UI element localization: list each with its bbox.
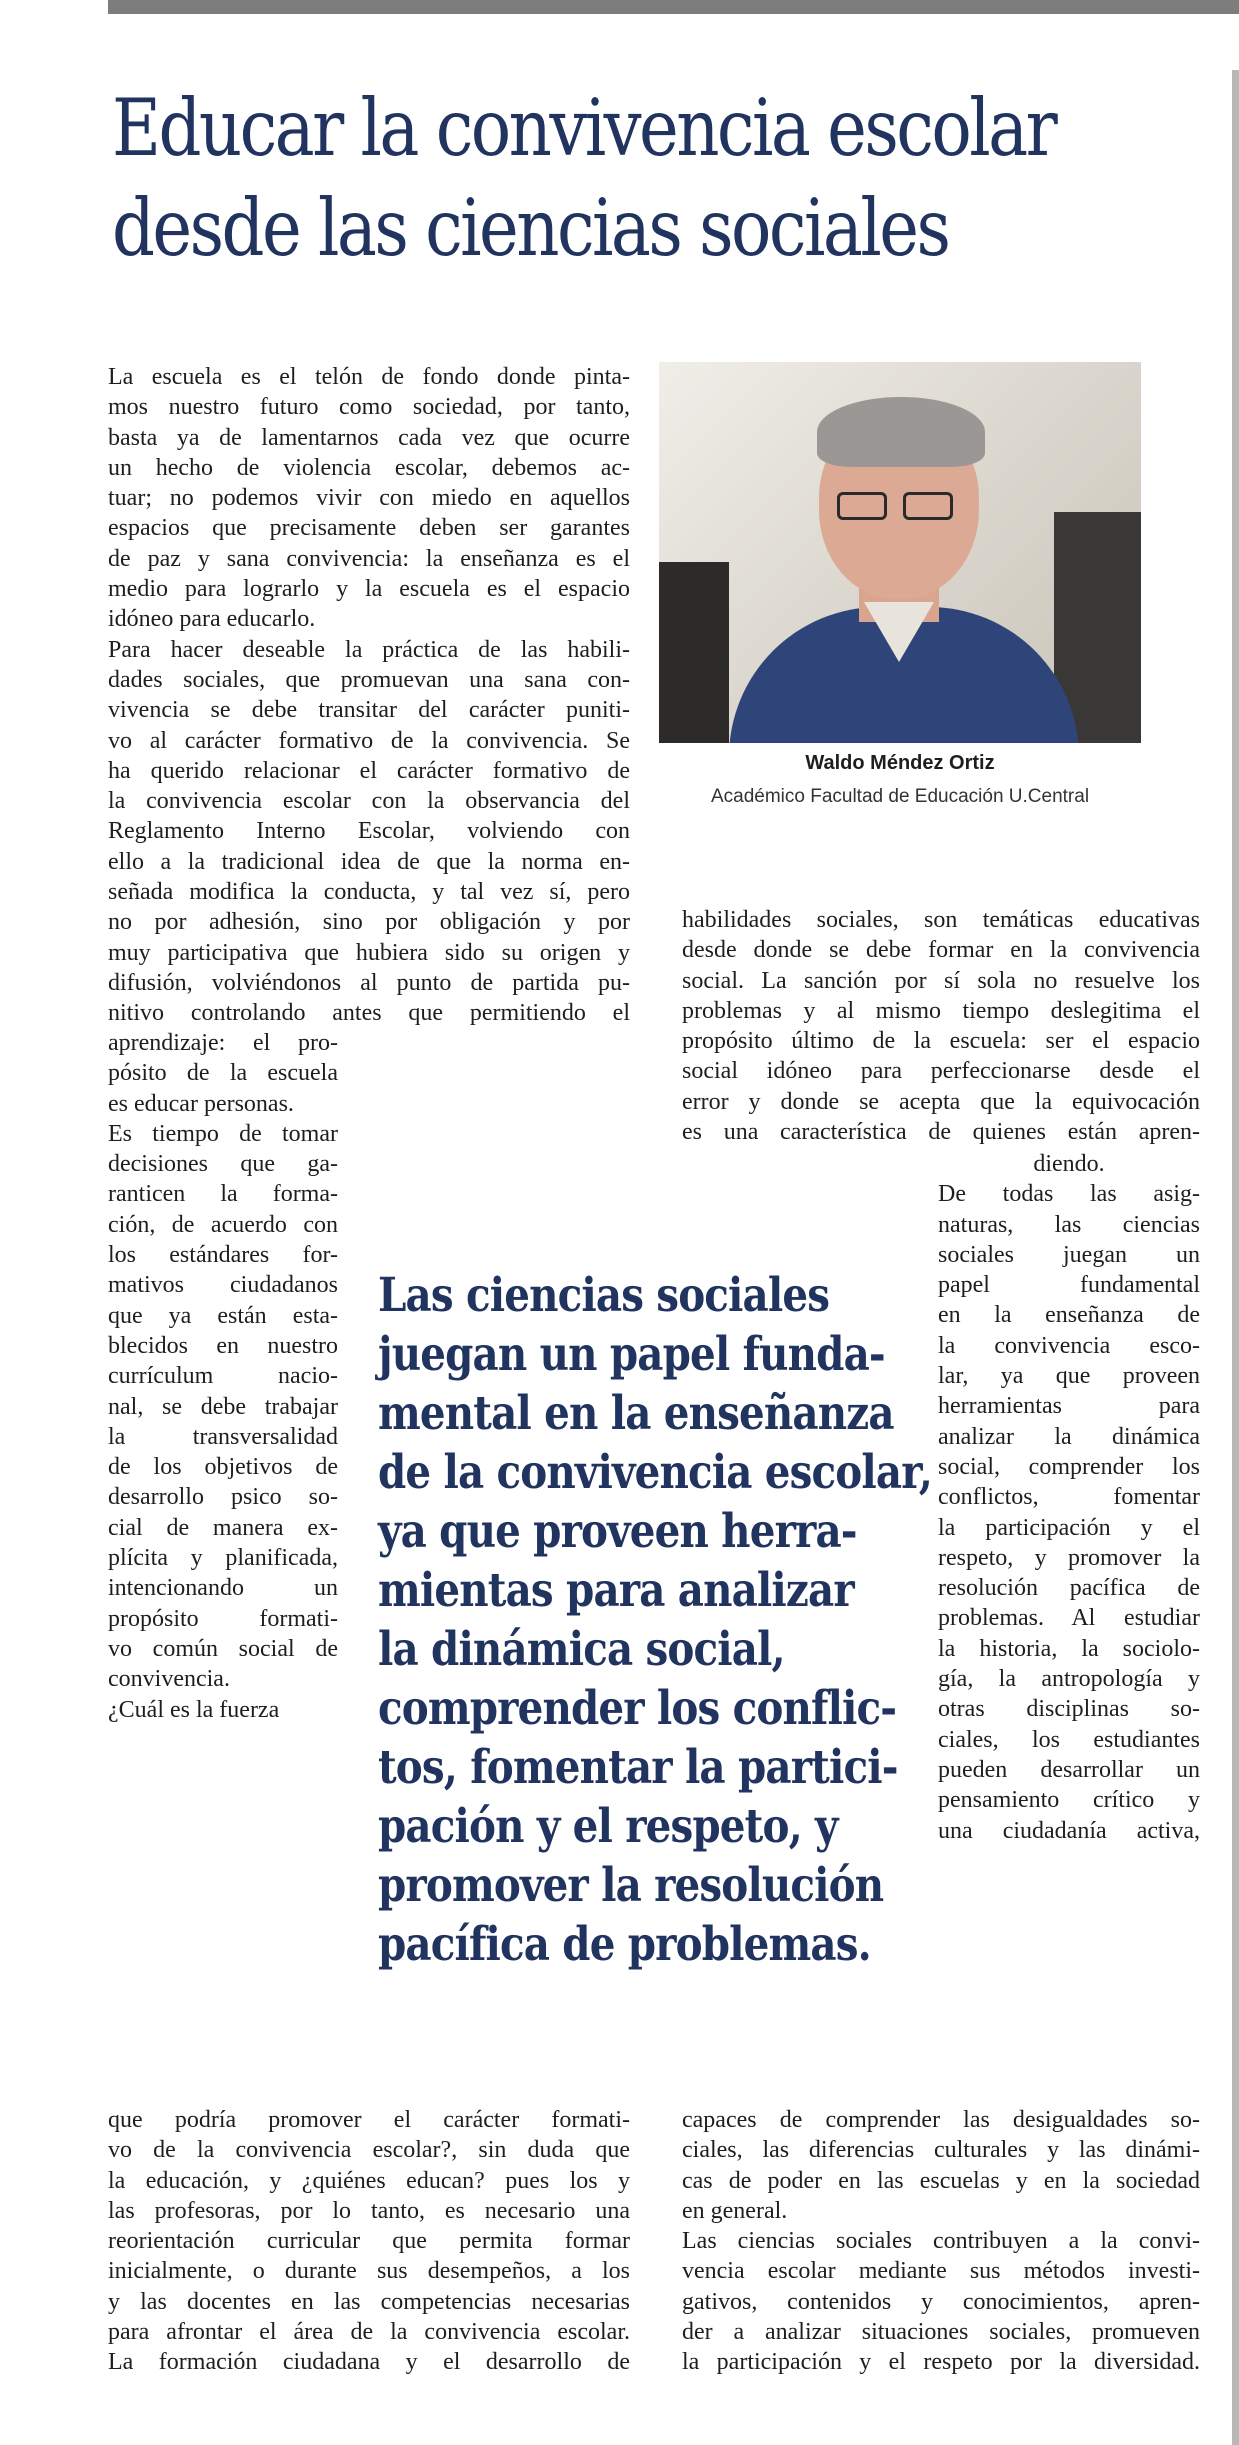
text-line: inicialmente, o durante sus desempeños, a los [108,2258,630,2285]
text-line: intencionando un [108,1575,338,1602]
text-line: currículum nacio- [108,1363,338,1390]
text-line: tuar; no podemos vivir con miedo en aquellos [108,485,630,512]
text-line: las profesoras, por lo tanto, es necesario una [108,2197,630,2224]
pull-quote-line: promover la resolución [378,1858,884,1913]
text-line: der a analizar situaciones sociales, promueven [682,2319,1200,2346]
text-line: los estándares for- [108,1242,338,1269]
pull-quote-line: ya que proveen herra- [378,1504,857,1559]
pull-quote-line: pacífica de problemas. [378,1917,871,1972]
text-line: la participación y el respeto por la diversidad. [682,2349,1200,2376]
text-line: es una característica de quienes están apren- [682,1119,1200,1146]
text-line: ha querido relacionar el carácter formativo de [108,757,630,784]
text-line: un hecho de violencia escolar, debemos ac- [108,454,630,481]
pull-quote-line: juegan un papel funda- [378,1327,885,1382]
column-right-top [682,905,1200,1147]
text-line: Reglamento Interno Escolar, volviendo con [108,818,630,845]
text-line: la educación, y ¿quiénes educan? pues los y [108,2167,630,2194]
text-line: ciales, los estudiantes [938,1726,1200,1753]
text-line: vo de la convivencia escolar?, sin duda que [108,2137,630,2164]
text-line: difusión, volviéndonos al punto de partida pu- [108,969,630,996]
text-line: La formación ciudadana y el desarrollo de [108,2349,630,2376]
text-line: en la enseñanza de [938,1302,1200,1329]
text-line: cas de poder en las escuelas y en la sociedad [682,2167,1200,2194]
text-line: conflictos, fomentar [938,1484,1200,1511]
text-line: error y donde se acepta que la equivocación [682,1088,1200,1115]
text-line: diendo. [1033,1151,1105,1177]
text-line: ciales, las diferencias culturales y las dinámi- [682,2137,1200,2164]
text-line: capaces de comprender las desigualdades so- [682,2107,1200,2133]
text-line: respeto, y promover la [938,1544,1200,1571]
pull-quote-line: mientas para analizar [378,1563,854,1618]
text-line: otras disciplinas so- [938,1696,1200,1723]
text-line: ello a la tradicional idea de que la norma en- [108,848,630,875]
text-line: vo común social de [108,1635,338,1662]
article-headline [112,78,1056,278]
pull-quote-line: la dinámica social, [378,1622,785,1677]
text-line: no por adhesión, sino por obligación y por [108,909,630,936]
text-line: gativos, contenidos y conocimientos, apren- [682,2288,1200,2315]
text-line: medio para lograrlo y la escuela es el espacio [108,576,630,603]
headline-line: desde las ciencias sociales [112,182,949,274]
text-line: aprendizaje: el pro- [108,1030,338,1056]
text-line: la convivencia escolar con la observancia del [108,788,630,815]
text-line: analizar la dinámica [938,1423,1200,1450]
author-photo [659,362,1141,743]
text-line: Es tiempo de tomar [108,1120,338,1147]
column-right-bottom [682,2105,1200,2378]
text-line: dades sociales, que promuevan una sana con- [108,666,630,693]
pull-quote-line: comprender los conflic- [378,1681,897,1736]
text-line: una ciudadanía activa, [938,1817,1200,1844]
page-edge-shadow [1232,70,1239,2445]
pull-quote-line: pación y el respeto, y [378,1799,838,1854]
text-line: que ya están esta- [108,1302,338,1329]
text-line: ción, de acuerdo con [108,1211,338,1238]
text-line: vencia escolar mediante sus métodos investi- [682,2258,1200,2285]
text-line: vo al carácter formativo de la convivencia. Se [108,727,630,754]
text-line: De todas las asig- [938,1181,1200,1208]
text-line: Las ciencias sociales contribuyen a la convi- [682,2228,1200,2255]
column-left-narrow [108,1028,338,1725]
pull-quote-line: mental en la enseñanza [378,1386,894,1441]
pull-quote [378,1266,932,1974]
column-left-top [108,362,630,1029]
text-line: muy participativa que hubiera sido su origen y [108,939,630,966]
text-line: ¿Cuál es la fuerza [108,1696,280,1723]
text-line: social, comprender los [938,1453,1200,1480]
text-line: decisiones que ga- [108,1151,338,1178]
top-rule [108,0,1239,14]
text-line: desde donde se debe formar en la convivencia [682,937,1200,964]
text-line: social idóneo para perfeccionarse desde el [682,1058,1200,1085]
text-line: la participación y el [938,1514,1200,1541]
pull-quote-line: de la convivencia escolar, [378,1445,932,1500]
text-line: problemas. Al estudiar [938,1605,1200,1632]
text-line: idóneo para educarlo. [108,606,316,633]
text-line: vivencia se debe transitar del carácter puniti- [108,697,630,724]
column-left-bottom [108,2105,630,2378]
text-line: reorientación curricular que permita formar [108,2228,630,2255]
text-line: basta ya de lamentarnos cada vez que ocurre [108,424,630,451]
text-line: nal, se debe trabajar [108,1393,338,1420]
text-line: espacios que precisamente deben ser garantes [108,515,630,542]
text-line: blecidos en nuestro [108,1332,338,1359]
text-line: cial de manera ex- [108,1514,338,1541]
text-line: ranticen la forma- [108,1181,338,1208]
text-line: que podría promover el carácter formati- [108,2107,630,2133]
text-line: pósito de la escuela [108,1060,338,1087]
text-line: mos nuestro futuro como sociedad, por tanto, [108,394,630,421]
text-line: La escuela es el telón de fondo donde pinta- [108,364,630,390]
author-name: Waldo Méndez Ortiz [805,752,995,774]
text-line: mativos ciudadanos [108,1272,338,1299]
text-line: de paz y sana convivencia: la enseñanza es el [108,545,630,572]
text-line: Para hacer deseable la práctica de las habili- [108,636,630,663]
text-line: pueden desarrollar un [938,1756,1200,1783]
text-line: y las docentes en las competencias necesarias [108,2288,630,2315]
text-line: la transversalidad [108,1423,338,1450]
text-line: gía, la antropología y [938,1666,1200,1693]
pull-quote-line: Las ciencias sociales [378,1268,830,1323]
text-line: habilidades sociales, son temáticas educativas [682,907,1200,933]
text-line: herramientas para [938,1393,1200,1420]
text-line: pensamiento crítico y [938,1787,1200,1814]
text-line: resolución pacífica de [938,1575,1200,1602]
text-line: es educar personas. [108,1090,294,1117]
text-line: propósito formati- [108,1605,338,1632]
text-line: señada modifica la conducta, y tal vez sí, pero [108,879,630,906]
text-line: la historia, la sociolo- [938,1635,1200,1662]
text-line: en general. [682,2197,788,2224]
text-line: de los objetivos de [108,1454,338,1481]
text-line: plícita y planificada, [108,1545,338,1572]
text-line: papel fundamental [938,1272,1200,1299]
text-line: desarrollo psico so- [108,1484,338,1511]
text-line: para afrontar el área de la convivencia escolar. [108,2319,630,2346]
text-line: lar, ya que proveen [938,1363,1200,1390]
column-right-narrow [938,1149,1200,1846]
text-line: nitivo controlando antes que permitiendo el [108,1000,630,1027]
text-line: convivencia. [108,1666,230,1693]
text-line: problemas y al mismo tiempo deslegitima el [682,997,1200,1024]
text-line: la convivencia esco- [938,1332,1200,1359]
pull-quote-line: tos, fomentar la partici- [378,1740,898,1795]
headline-line: Educar la convivencia escolar [112,82,1056,174]
author-role: Académico Facultad de Educación U.Central [710,786,1090,807]
text-line: sociales juegan un [938,1241,1200,1268]
text-line: propósito último de la escuela: ser el espacio [682,1028,1200,1055]
text-line: naturas, las ciencias [938,1211,1200,1238]
text-line: social. La sanción por sí sola no resuelve los [682,967,1200,994]
